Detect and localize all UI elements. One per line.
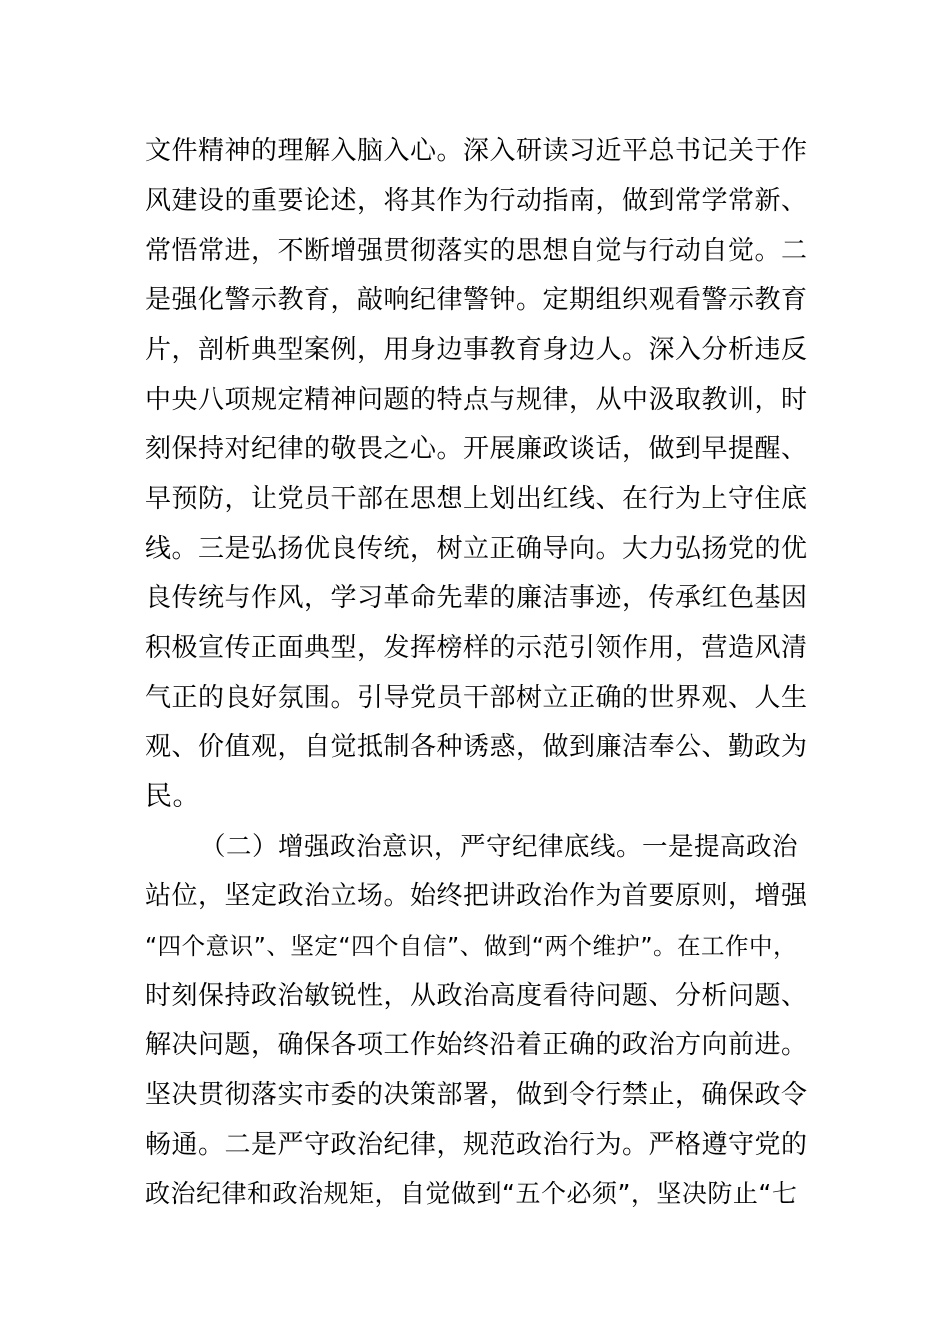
text-line: “四个意识”、坚定“四个自信”、做到“两个维护”。在工作中， — [145, 932, 798, 960]
text-line: 早预防，让党员干部在思想上划出红线、在行为上守住底 — [145, 484, 808, 514]
text-line: 片，剖析典型案例，用身边事教育身边人。深入分析违反 — [145, 335, 808, 365]
text-line: 民。 — [145, 781, 200, 812]
text-line: 政治纪律和政治规矩，自觉做到“五个必须”，坚决防止“七 — [145, 1179, 798, 1208]
text-line: 是强化警示教育，敲响纪律警钟。定期组织观看警示教育 — [145, 285, 808, 315]
text-line: 中央八项规定精神问题的特点与规律，从中汲取教训，时 — [145, 385, 808, 415]
text-line: 气正的良好氛围。引导党员干部树立正确的世界观、人生 — [145, 683, 808, 713]
text-line: 观、价值观，自觉抵制各种诱惑，做到廉洁奉公、勤政为 — [145, 732, 808, 762]
text-line: 刻保持对纪律的敬畏之心。开展廉政谈话，做到早提醒、 — [145, 434, 808, 464]
text-line: 风建设的重要论述，将其作为行动指南，做到常学常新、 — [145, 186, 808, 216]
text-line: 畅通。二是严守政治纪律，规范政治行为。严格遵守党的 — [145, 1130, 808, 1160]
text-line: 良传统与作风，学习革命先辈的廉洁事迹，传承红色基因 — [145, 583, 808, 613]
text-line: 解决问题，确保各项工作始终沿着正确的政治方向前进。 — [145, 1030, 808, 1060]
text-line: 时刻保持政治敏锐性，从政治高度看待问题、分析问题、 — [145, 981, 808, 1011]
text-line: 文件精神的理解入脑入心。深入研读习近平总书记关于作 — [145, 136, 808, 166]
section-heading-line: （二）增强政治意识，严守纪律底线。一是提高政治 — [200, 832, 799, 862]
text-line: 常悟常进，不断增强贯彻落实的思想自觉与行动自觉。二 — [145, 236, 808, 266]
text-line: 积极宣传正面典型，发挥榜样的示范引领作用，营造风清 — [145, 633, 808, 663]
text-line: 站位，坚定政治立场。始终把讲政治作为首要原则，增强 — [145, 881, 808, 911]
text-line: 坚决贯彻落实市委的决策部署，做到令行禁止，确保政令 — [145, 1080, 808, 1110]
text-line: 线。三是弘扬优良传统，树立正确导向。大力弘扬党的优 — [145, 534, 808, 564]
